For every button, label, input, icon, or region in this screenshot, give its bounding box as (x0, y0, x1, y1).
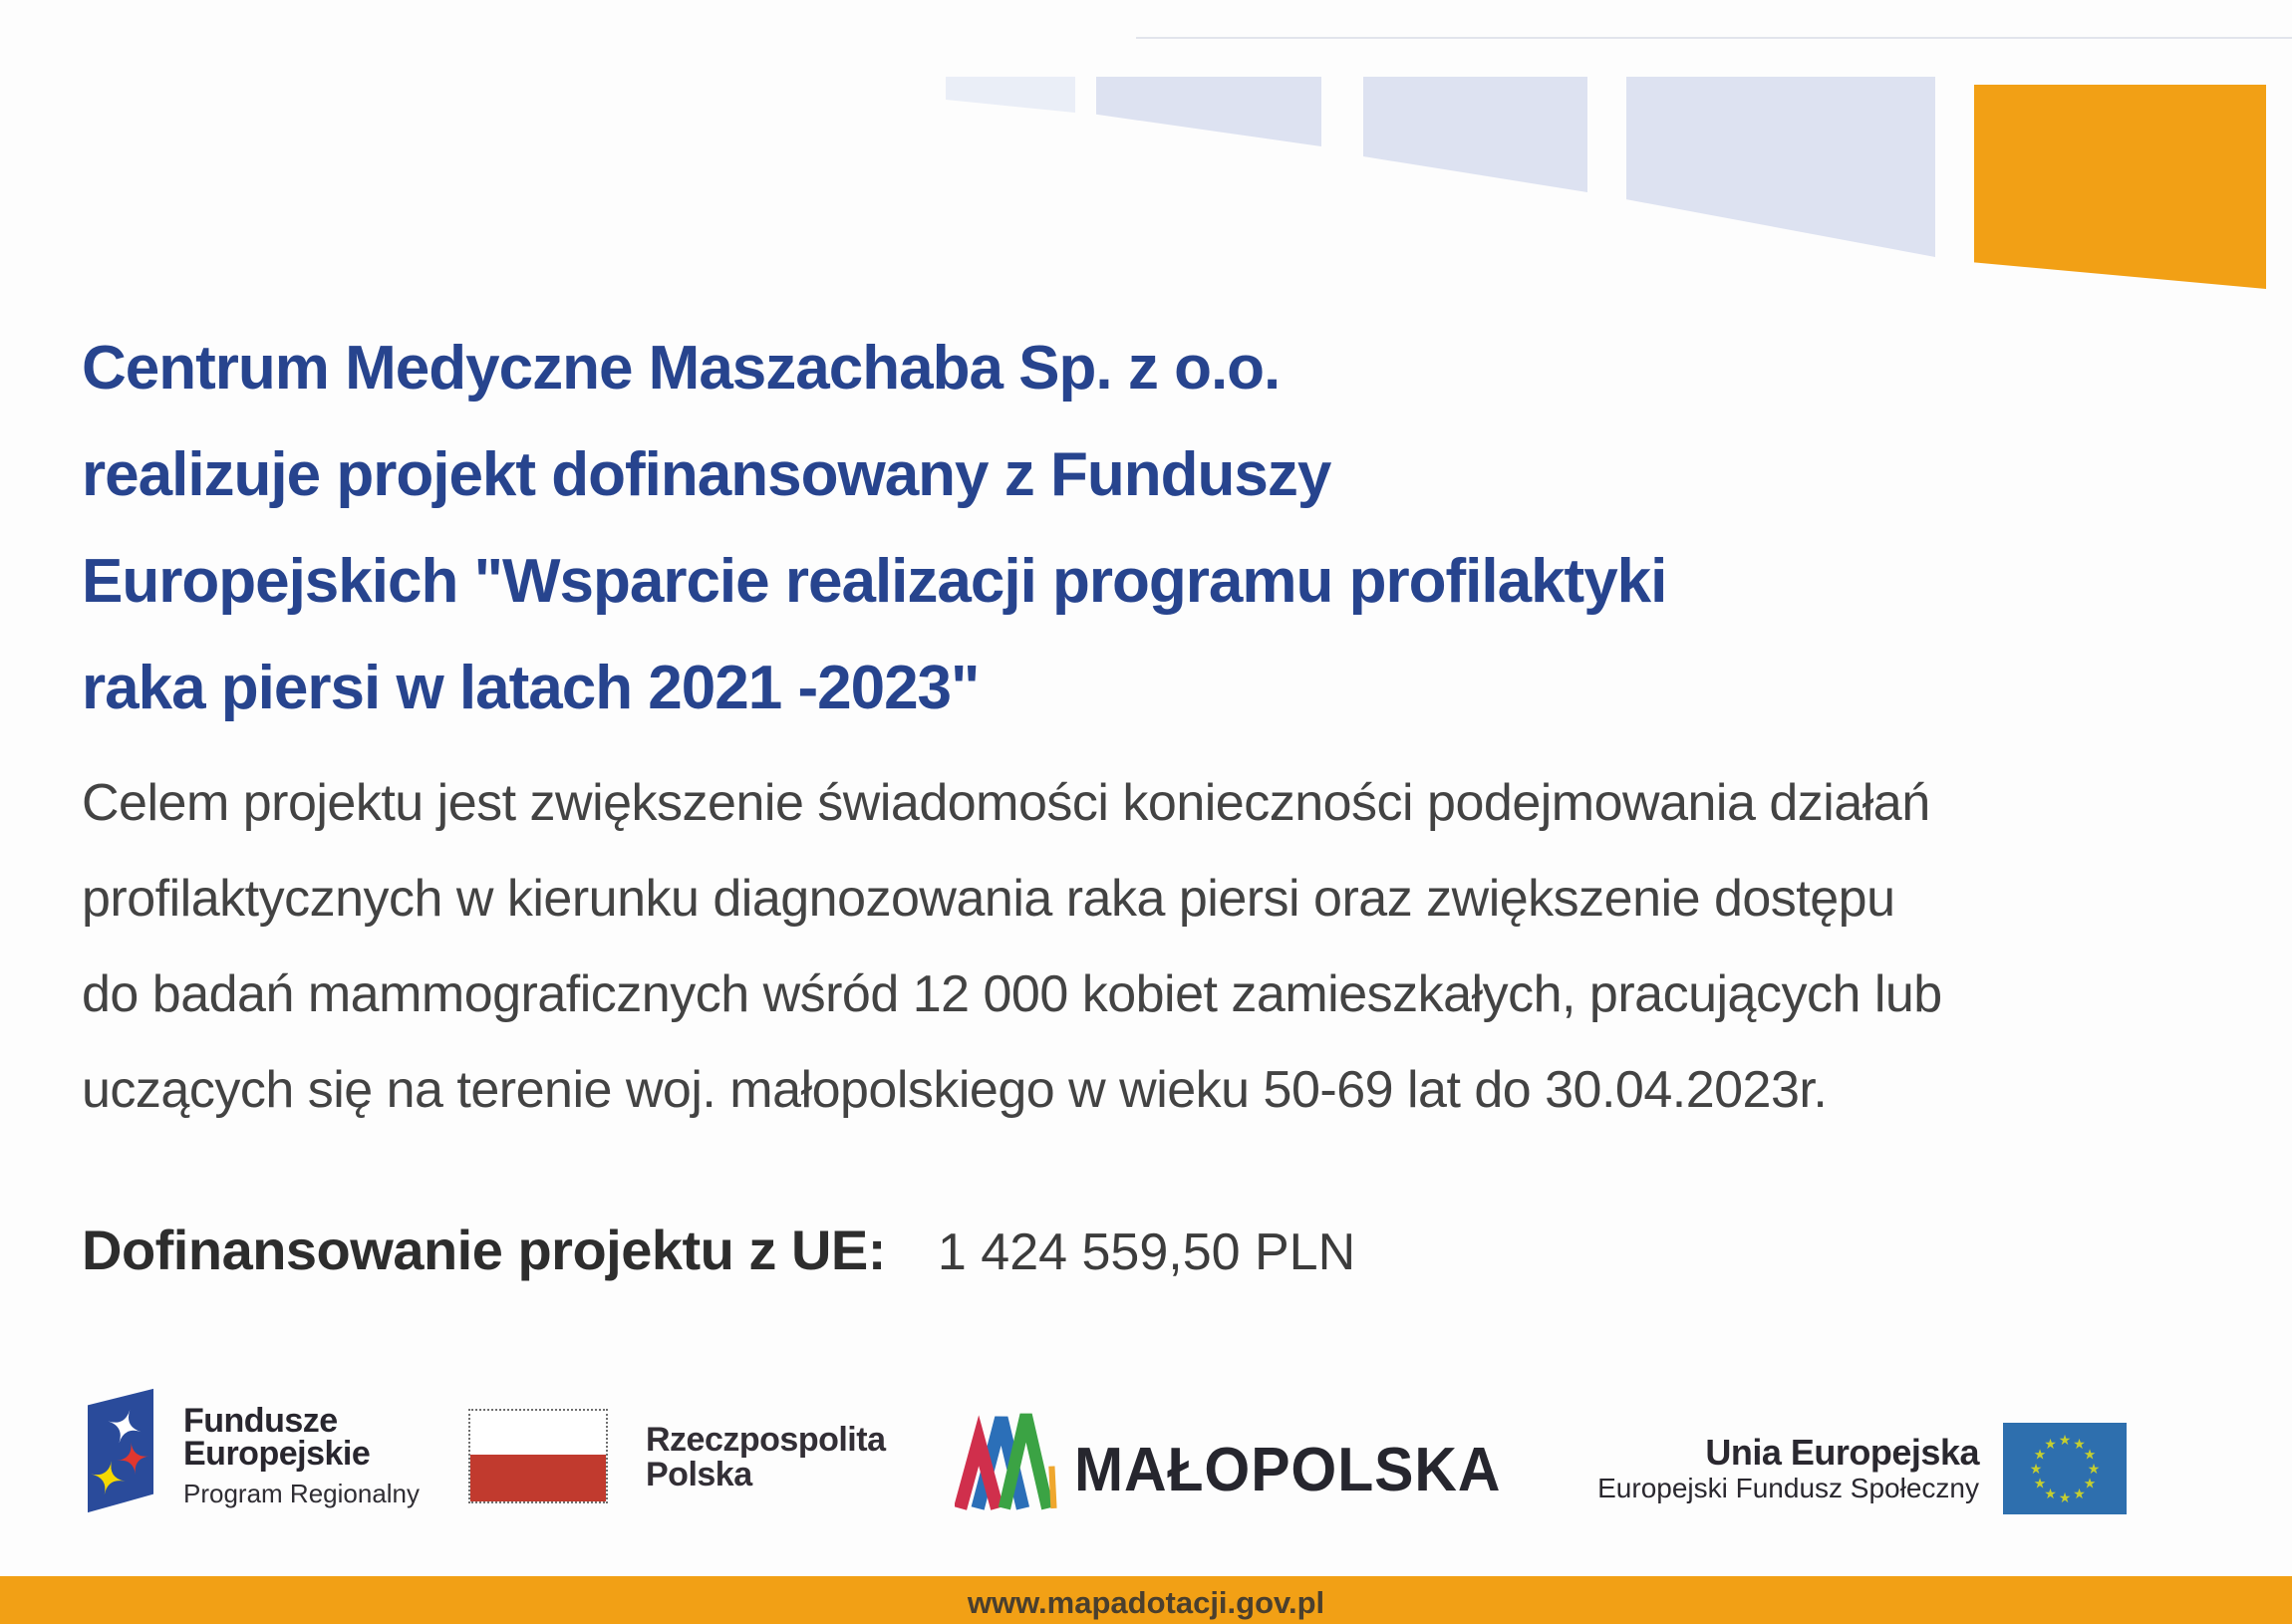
svg-text:★: ★ (2029, 1462, 2043, 1478)
eu-label (1597, 1433, 1979, 1504)
project-title-line-4: raka piersi w latach 2021 -2023" (82, 654, 980, 722)
poland-flag-icon (468, 1409, 608, 1503)
svg-text:★: ★ (2073, 1487, 2086, 1502)
svg-text:★: ★ (2083, 1447, 2097, 1464)
malopolska-mountains-icon (955, 1413, 1058, 1510)
svg-text:★: ★ (2033, 1447, 2047, 1464)
poland-label (646, 1423, 885, 1492)
fundusze-line-2: Europejskie (183, 1435, 371, 1473)
fundusze-subtitle: Program Regionalny (183, 1479, 421, 1508)
funding-line (82, 1218, 1355, 1282)
deco-stripe-3 (1363, 77, 1587, 192)
svg-text:★: ★ (2087, 1462, 2101, 1478)
poland-line-1: Rzeczpospolita (646, 1421, 886, 1459)
description-line-3: do badań mammograficznych wśród 12 000 kobiet zamieszkałych, pracujących lub (82, 965, 1942, 1023)
bottom-bar (0, 1576, 2292, 1624)
deco-stripe-4 (1626, 77, 1935, 257)
fundusze-europejskie-flag-icon (88, 1387, 153, 1514)
deco-stripe-1 (946, 77, 1075, 113)
svg-text:★: ★ (2044, 1487, 2057, 1502)
description-line-1: Celem projektu jest zwiększenie świadomości konieczności podejmowania działań (82, 774, 1930, 832)
svg-text:★: ★ (2044, 1437, 2057, 1453)
svg-text:★: ★ (2073, 1437, 2086, 1453)
svg-text:★: ★ (2058, 1490, 2072, 1506)
scan-edge-line (1136, 37, 2292, 39)
project-title-line-2: realizuje projekt dofinansowany z Funduszy (82, 440, 1331, 509)
deco-stripe-orange (1974, 85, 2266, 289)
project-title-line-1: Centrum Medyczne Maszachaba Sp. z o.o. (82, 334, 1281, 403)
funding-label: Dofinansowanie projektu z UE: (82, 1218, 886, 1281)
fundusze-europejskie-label (183, 1402, 421, 1508)
eu-flag-icon (2003, 1423, 2127, 1514)
svg-text:★: ★ (2083, 1476, 2097, 1492)
eu-line-2: Europejski Fundusz Społeczny (1597, 1473, 1979, 1503)
svg-text:★: ★ (2033, 1476, 2047, 1492)
malopolska-label: MAŁOPOLSKA (1074, 1436, 1502, 1504)
project-title (82, 315, 1666, 741)
fundusze-line-1: Fundusze (183, 1402, 338, 1440)
description-line-2: profilaktycznych w kierunku diagnozowania raka piersi oraz zwiększenie dostępu (82, 870, 1895, 928)
poland-line-2: Polska (646, 1456, 752, 1493)
project-title-line-3: Europejskich "Wsparcie realizacji programu profilaktyki (82, 547, 1667, 616)
description-line-4: uczących się na terenie woj. małopolskiego w wieku 50-69 lat do 30.04.2023r. (82, 1061, 1828, 1119)
funding-amount: 1 424 559,50 PLN (937, 1223, 1356, 1281)
svg-text:★: ★ (2058, 1433, 2072, 1449)
project-description (82, 755, 1942, 1138)
eu-line-1: Unia Europejska (1705, 1432, 1979, 1473)
map-dotacji-url: www.mapadotacji.gov.pl (967, 1585, 1325, 1620)
deco-stripe-2 (1096, 77, 1321, 146)
